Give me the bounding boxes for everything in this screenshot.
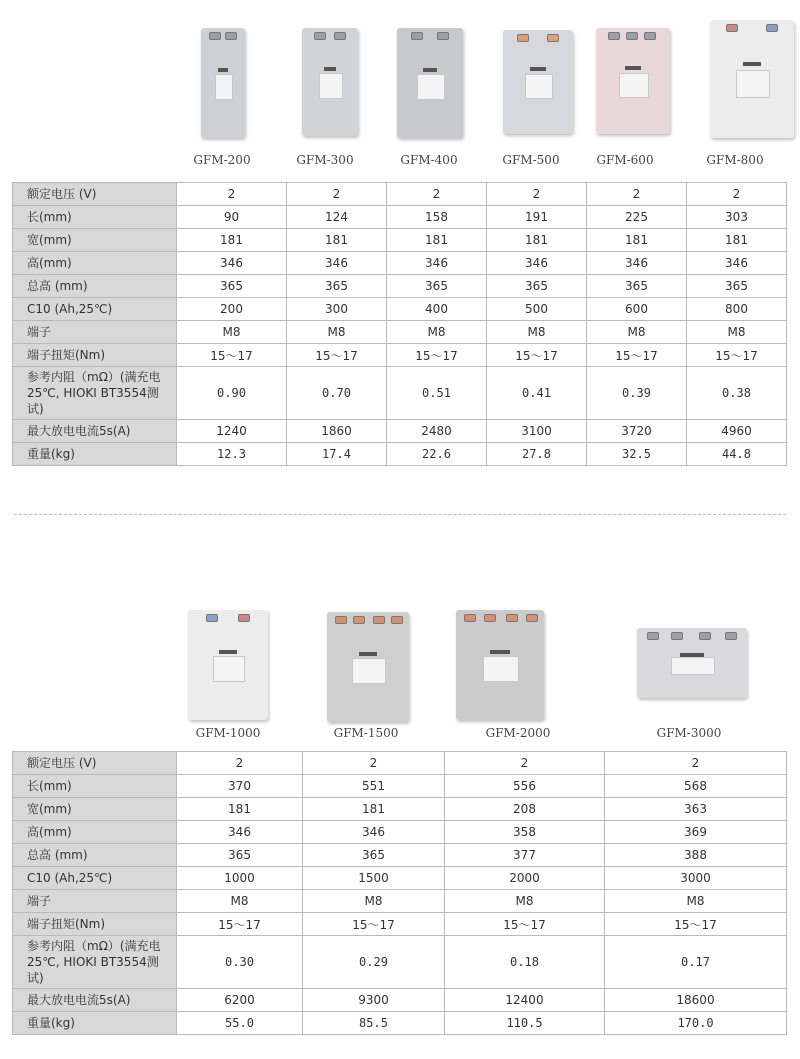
spec-value: 158: [387, 206, 487, 229]
spec-label: 长(mm): [13, 775, 177, 798]
spec-value: 0.41: [487, 367, 587, 420]
spec-value: 3720: [587, 420, 687, 443]
spec-row: [13, 206, 787, 229]
spec-value: 15～17: [287, 344, 387, 367]
spec-value: 27.8: [487, 443, 587, 466]
spec-label: 最大放电电流5s(A): [13, 420, 177, 443]
battery-image-gfm-500: [503, 30, 573, 134]
spec-value: M8: [387, 321, 487, 344]
spec-value: 346: [177, 252, 287, 275]
spec-value: 0.38: [687, 367, 787, 420]
section-divider: [14, 514, 786, 515]
spec-value: 181: [303, 798, 445, 821]
spec-value: 55.0: [177, 1012, 303, 1035]
spec-value: 225: [587, 206, 687, 229]
spec-table-2: [12, 751, 787, 1035]
spec-value: 9300: [303, 989, 445, 1012]
spec-row: [13, 367, 787, 420]
spec-value: 124: [287, 206, 387, 229]
spec-value: 556: [445, 775, 605, 798]
spec-value: 2: [303, 752, 445, 775]
spec-value: 2: [487, 183, 587, 206]
spec-value: 2: [587, 183, 687, 206]
spec-value: 4960: [687, 420, 787, 443]
spec-label: 参考内阻（mΩ）(满充电25℃, HIOKI BT3554测试): [13, 367, 177, 420]
spec-value: 346: [287, 252, 387, 275]
spec-value: 181: [587, 229, 687, 252]
spec-value: 170.0: [605, 1012, 787, 1035]
spec-value: 1500: [303, 867, 445, 890]
battery-image-gfm-200: [201, 28, 245, 138]
spec-row: [13, 821, 787, 844]
product-images-row-1: [0, 0, 800, 175]
spec-value: 600: [587, 298, 687, 321]
spec-value: 2: [177, 752, 303, 775]
spec-label: 重量(kg): [13, 443, 177, 466]
spec-value: 365: [287, 275, 387, 298]
spec-row: [13, 275, 787, 298]
spec-value: 0.29: [303, 936, 445, 989]
spec-value: 0.18: [445, 936, 605, 989]
spec-value: 3000: [605, 867, 787, 890]
spec-value: 346: [687, 252, 787, 275]
spec-value: 15～17: [487, 344, 587, 367]
spec-value: 90: [177, 206, 287, 229]
spec-value: 568: [605, 775, 787, 798]
spec-row: [13, 890, 787, 913]
spec-value: 191: [487, 206, 587, 229]
battery-image-gfm-400: [397, 28, 463, 138]
spec-label: 最大放电电流5s(A): [13, 989, 177, 1012]
spec-value: 2480: [387, 420, 487, 443]
spec-row: [13, 844, 787, 867]
spec-value: 300: [287, 298, 387, 321]
spec-value: 181: [387, 229, 487, 252]
spec-value: 365: [587, 275, 687, 298]
spec-value: 346: [303, 821, 445, 844]
battery-image-gfm-1000: [188, 610, 268, 720]
spec-label: 端子: [13, 890, 177, 913]
spec-value: 377: [445, 844, 605, 867]
spec-value: 110.5: [445, 1012, 605, 1035]
battery-image-gfm-600: [596, 28, 670, 134]
spec-row: [13, 913, 787, 936]
spec-value: 800: [687, 298, 787, 321]
spec-row: [13, 443, 787, 466]
spec-value: 365: [487, 275, 587, 298]
spec-value: 0.90: [177, 367, 287, 420]
spec-value: 370: [177, 775, 303, 798]
model-name: GFM-3000: [656, 726, 722, 740]
spec-row: [13, 936, 787, 989]
model-name: GFM-1000: [195, 726, 261, 740]
spec-table-1: [12, 182, 787, 466]
model-name: GFM-500: [502, 153, 560, 167]
spec-value: 15～17: [387, 344, 487, 367]
spec-value: 15～17: [605, 913, 787, 936]
battery-image-gfm-3000: [637, 628, 747, 698]
spec-row: [13, 752, 787, 775]
spec-value: 15～17: [445, 913, 605, 936]
model-name: GFM-200: [193, 153, 251, 167]
spec-value: 365: [303, 844, 445, 867]
spec-row: [13, 344, 787, 367]
spec-value: 346: [487, 252, 587, 275]
spec-value: 358: [445, 821, 605, 844]
section-2: [0, 560, 800, 1059]
spec-label: 额定电压 (V): [13, 752, 177, 775]
spec-value: 2: [605, 752, 787, 775]
spec-value: M8: [605, 890, 787, 913]
spec-value: 32.5: [587, 443, 687, 466]
spec-value: 2000: [445, 867, 605, 890]
spec-value: 2: [387, 183, 487, 206]
model-name: GFM-400: [400, 153, 458, 167]
spec-label: 额定电压 (V): [13, 183, 177, 206]
spec-value: 2: [177, 183, 287, 206]
spec-label: 端子扭矩(Nm): [13, 344, 177, 367]
spec-value: 15～17: [303, 913, 445, 936]
model-name: GFM-300: [296, 153, 354, 167]
spec-value: 1240: [177, 420, 287, 443]
spec-value: M8: [687, 321, 787, 344]
spec-value: 6200: [177, 989, 303, 1012]
spec-value: 44.8: [687, 443, 787, 466]
spec-row: [13, 775, 787, 798]
spec-label: 长(mm): [13, 206, 177, 229]
spec-value: 15～17: [587, 344, 687, 367]
model-name: GFM-600: [596, 153, 654, 167]
spec-value: M8: [177, 890, 303, 913]
spec-value: 1000: [177, 867, 303, 890]
battery-image-gfm-2000: [456, 610, 544, 720]
spec-value: 346: [177, 821, 303, 844]
spec-value: 18600: [605, 989, 787, 1012]
spec-value: 303: [687, 206, 787, 229]
spec-value: 12.3: [177, 443, 287, 466]
spec-value: 551: [303, 775, 445, 798]
spec-label: 宽(mm): [13, 798, 177, 821]
battery-image-gfm-300: [302, 28, 358, 136]
spec-row: [13, 989, 787, 1012]
spec-row: [13, 252, 787, 275]
spec-value: 346: [587, 252, 687, 275]
spec-value: 17.4: [287, 443, 387, 466]
spec-value: 15～17: [177, 344, 287, 367]
spec-value: M8: [303, 890, 445, 913]
model-name: GFM-1500: [333, 726, 399, 740]
spec-value: 365: [177, 275, 287, 298]
spec-value: 400: [387, 298, 487, 321]
spec-label: 重量(kg): [13, 1012, 177, 1035]
spec-value: 22.6: [387, 443, 487, 466]
spec-row: [13, 298, 787, 321]
spec-label: 端子: [13, 321, 177, 344]
model-name: GFM-2000: [485, 726, 551, 740]
spec-value: 1860: [287, 420, 387, 443]
spec-value: M8: [487, 321, 587, 344]
spec-value: 3100: [487, 420, 587, 443]
spec-row: [13, 321, 787, 344]
spec-value: 2: [687, 183, 787, 206]
spec-value: 181: [487, 229, 587, 252]
spec-row: [13, 420, 787, 443]
spec-value: 2: [445, 752, 605, 775]
spec-value: 388: [605, 844, 787, 867]
product-images-row-2: [0, 560, 800, 745]
spec-value: 15～17: [687, 344, 787, 367]
spec-value: 0.30: [177, 936, 303, 989]
spec-value: 181: [687, 229, 787, 252]
spec-value: M8: [287, 321, 387, 344]
spec-row: [13, 229, 787, 252]
spec-value: 365: [177, 844, 303, 867]
spec-value: 200: [177, 298, 287, 321]
spec-row: [13, 183, 787, 206]
spec-value: 346: [387, 252, 487, 275]
spec-row: [13, 867, 787, 890]
spec-row: [13, 798, 787, 821]
spec-label: 总高 (mm): [13, 275, 177, 298]
spec-value: 0.39: [587, 367, 687, 420]
spec-value: 365: [387, 275, 487, 298]
spec-value: 0.70: [287, 367, 387, 420]
spec-label: 宽(mm): [13, 229, 177, 252]
spec-value: 363: [605, 798, 787, 821]
spec-label: C10 (Ah,25℃): [13, 298, 177, 321]
spec-value: 369: [605, 821, 787, 844]
spec-value: 208: [445, 798, 605, 821]
spec-value: 85.5: [303, 1012, 445, 1035]
spec-value: 181: [177, 229, 287, 252]
spec-label: 高(mm): [13, 821, 177, 844]
spec-value: 0.17: [605, 936, 787, 989]
spec-value: 12400: [445, 989, 605, 1012]
spec-label: 参考内阻（mΩ）(满充电25℃, HIOKI BT3554测试): [13, 936, 177, 989]
spec-value: 15～17: [177, 913, 303, 936]
battery-image-gfm-800: [710, 20, 794, 138]
spec-label: 端子扭矩(Nm): [13, 913, 177, 936]
spec-label: 总高 (mm): [13, 844, 177, 867]
spec-value: 365: [687, 275, 787, 298]
spec-value: 500: [487, 298, 587, 321]
model-name: GFM-800: [706, 153, 764, 167]
spec-value: 181: [177, 798, 303, 821]
spec-label: C10 (Ah,25℃): [13, 867, 177, 890]
section-1: [0, 0, 800, 500]
spec-value: 181: [287, 229, 387, 252]
spec-value: M8: [587, 321, 687, 344]
spec-value: 0.51: [387, 367, 487, 420]
spec-label: 高(mm): [13, 252, 177, 275]
spec-value: M8: [177, 321, 287, 344]
spec-value: M8: [445, 890, 605, 913]
battery-image-gfm-1500: [327, 612, 409, 722]
spec-value: 2: [287, 183, 387, 206]
spec-row: [13, 1012, 787, 1035]
